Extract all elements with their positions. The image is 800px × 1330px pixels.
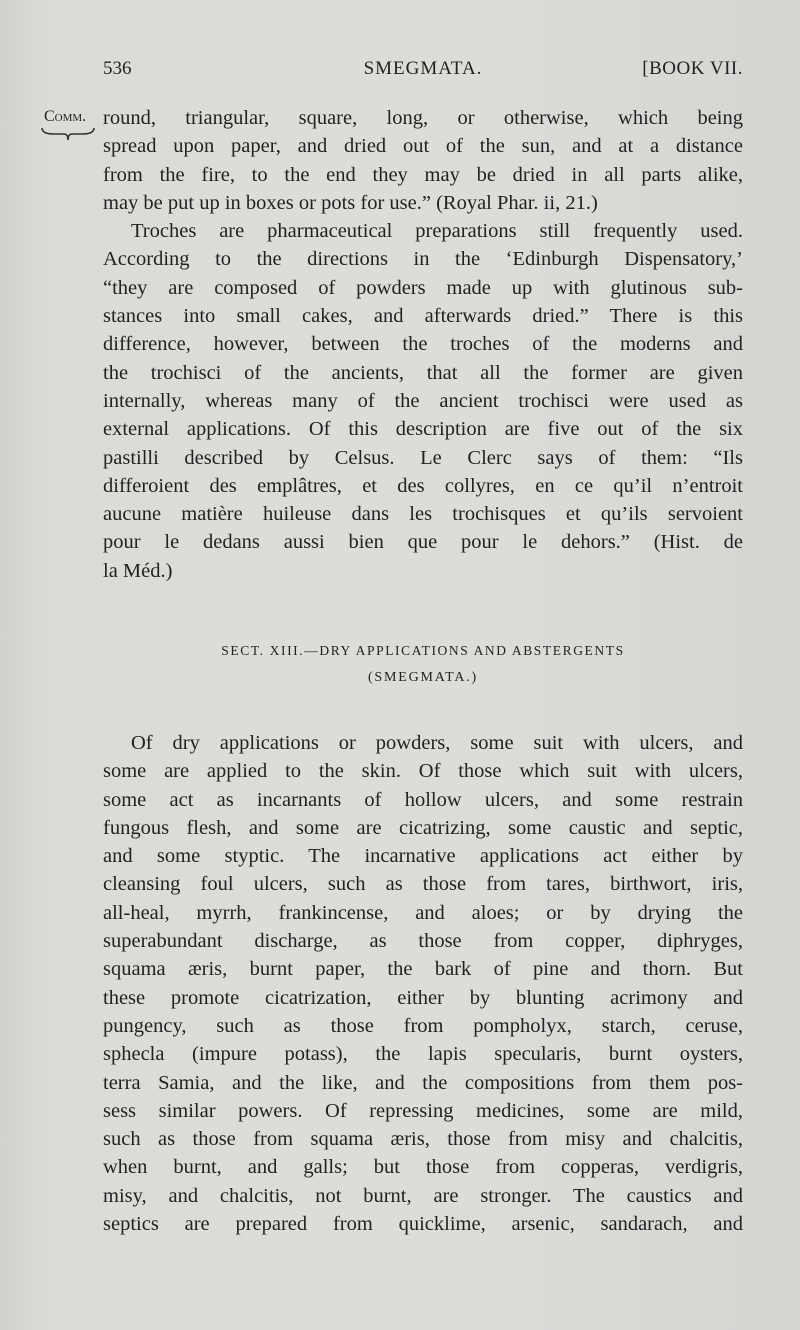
page-header xyxy=(103,58,743,88)
paragraph-block-2 xyxy=(103,729,743,1238)
text-line: pungency, such as those from pompholyx, starch, ceruse, xyxy=(103,1014,743,1037)
section-subheading: (SMEGMATA.) xyxy=(367,670,479,685)
text-line: Of dry applications or powders, some suit with ulcers, and xyxy=(131,732,743,754)
text-line: septics are prepared from quicklime, arsenic, sandarach, and xyxy=(103,1213,743,1236)
text-line: all-heal, myrrh, frankincense, and aloes; or by drying the xyxy=(103,901,743,924)
page-number: 536 xyxy=(103,58,132,79)
text-line: fungous flesh, and some are cicatrizing, some caustic and septic, xyxy=(103,816,743,839)
brace-mark xyxy=(40,124,96,144)
text-line: external applications. Of this description are five out of the six xyxy=(103,418,743,441)
text-line: these promote cicatrization, either by blunting acrimony and xyxy=(103,986,743,1009)
text-line: and some styptic. The incarnative applications act either by xyxy=(103,845,743,868)
text-line: sphecla (impure potass), the lapis specularis, burnt oysters, xyxy=(103,1043,743,1066)
text-line: some act as incarnants of hollow ulcers, and some restrain xyxy=(103,788,743,811)
text-line: cleansing foul ulcers, such as those from tares, birthwort, iris, xyxy=(103,873,743,896)
text-line: the trochisci of the ancients, that all the former are given xyxy=(103,361,743,384)
text-line: Troches are pharmaceutical preparations still frequently used. xyxy=(131,220,743,243)
text-line: pour le dedans aussi bien que pour le dehors.” (Hist. de xyxy=(103,531,743,554)
text-line: some are applied to the skin. Of those which suit with ulcers, xyxy=(103,760,743,783)
text-line: when burnt, and galls; but those from copperas, verdigris, xyxy=(103,1156,743,1179)
text-line: may be put up in boxes or pots for use.” (Royal Phar. ii, 21.) xyxy=(103,191,598,214)
text-line: superabundant discharge, as those from copper, diphryges, xyxy=(103,930,743,953)
text-line: from the fire, to the end they may be dried in all parts alike, xyxy=(103,163,743,186)
text-line: pastilli described by Celsus. Le Clerc says of them: “Ils xyxy=(103,446,743,469)
paragraph-block-1 xyxy=(103,104,743,585)
book-reference: [BOOK VII. xyxy=(642,58,743,79)
text-line: differoient des emplâtres, et des collyres, en ce qu’il n’entroit xyxy=(103,474,743,497)
text-line: stances into small cakes, and afterwards dried.” There is this xyxy=(103,305,743,328)
text-line: misy, and chalcitis, not burnt, are stronger. The caustics and xyxy=(103,1184,743,1207)
text-line: squama æris, burnt paper, the bark of pine and thorn. But xyxy=(103,958,743,981)
text-line: “they are composed of powders made up with glutinous sub- xyxy=(103,276,743,299)
text-line: difference, however, between the troches of the moderns and xyxy=(103,333,743,356)
text-line: terra Samia, and the like, and the compositions from them pos- xyxy=(103,1071,743,1094)
running-title: SMEGMATA. xyxy=(363,58,483,79)
text-line: such as those from squama æris, those from misy and chalcitis, xyxy=(103,1128,743,1151)
text-line: aucune matière huileuse dans les trochisques et qu’ils servoient xyxy=(103,503,743,526)
text-line: According to the directions in the ‘Edinburgh Dispensatory,’ xyxy=(103,248,743,271)
text-line: round, triangular, square, long, or otherwise, which being xyxy=(103,107,743,129)
text-line: la Méd.) xyxy=(103,559,173,582)
text-line: spread upon paper, and dried out of the sun, and at a distance xyxy=(103,135,743,158)
text-line: sess similar powers. Of repressing medicines, some are mild, xyxy=(103,1099,743,1122)
marginal-note: Comm. xyxy=(44,108,87,125)
section-heading: SECT. XIII.—DRY APPLICATIONS AND ABSTERGENTS xyxy=(221,643,625,658)
text-line: internally, whereas many of the ancient trochisci were used as xyxy=(103,389,743,412)
